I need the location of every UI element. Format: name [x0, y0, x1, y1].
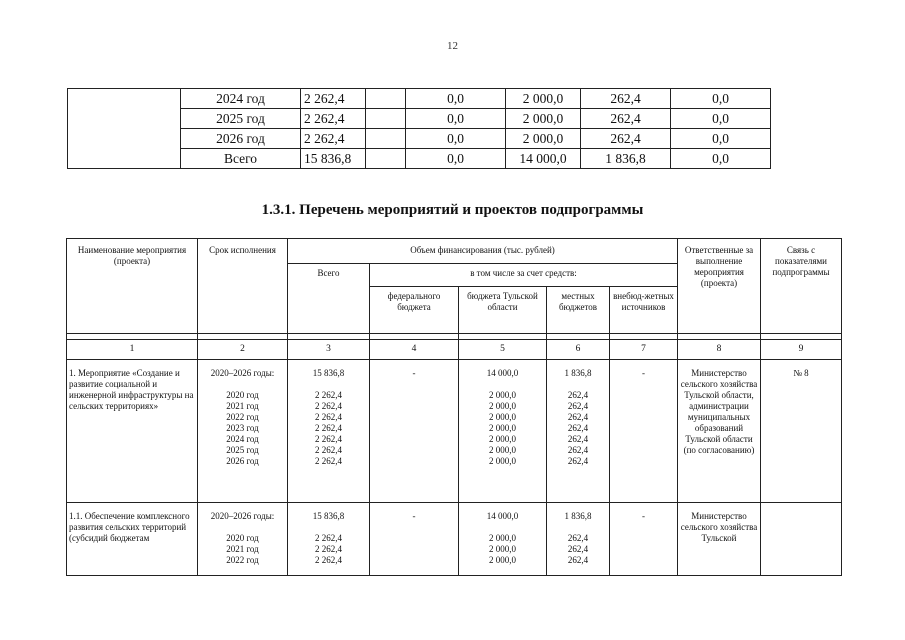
amount: 2 262,4 — [315, 555, 342, 565]
local-cell: 262,4 — [581, 129, 671, 149]
amount: 2 000,0 — [489, 544, 516, 554]
column-numbers-row — [67, 340, 842, 360]
regional-cell: 2 000,0 — [506, 109, 581, 129]
year-label: 2024 год — [181, 89, 301, 109]
total-amounts — [288, 360, 370, 503]
table-row — [67, 503, 842, 576]
activity-period — [198, 360, 288, 503]
amount: 2 262,4 — [315, 445, 342, 455]
local-cell: 1 836,8 — [581, 149, 671, 169]
amount: 262,4 — [567, 533, 589, 543]
header-funding: Объем финансирования (тыс. рублей) — [288, 239, 678, 264]
federal-cell: 0,0 — [406, 149, 506, 169]
section-title: 1.3.1. Перечень мероприятий и проектов подпрограммы — [261, 202, 644, 218]
federal-amount: - — [370, 503, 459, 576]
total-head: 15 836,8 — [312, 511, 345, 521]
offbudget-amount: - — [610, 503, 678, 576]
col-number: 8 — [678, 340, 761, 360]
indicator-link: № 8 — [761, 360, 842, 503]
header-total: Всего — [288, 264, 370, 334]
empty-cell — [68, 89, 181, 169]
local-head: 1 836,8 — [564, 368, 592, 378]
regional-amounts — [459, 503, 547, 576]
amount: 2 262,4 — [315, 533, 342, 543]
table-row — [67, 360, 842, 503]
amount: 2 000,0 — [489, 390, 516, 400]
spacer — [549, 379, 607, 390]
spacer — [290, 379, 367, 390]
col-number: 4 — [370, 340, 459, 360]
local-amounts — [547, 503, 610, 576]
header-offbudget: внебюд-жетных источников — [610, 287, 678, 334]
summary-body — [68, 89, 771, 169]
amount: 2 000,0 — [489, 555, 516, 565]
activity-name: 1. Мероприятие «Создание и развитие социальной и инженерной инфраструктуры на сельских территориях» — [67, 360, 198, 503]
header-link: Связь с показателями подпрограммы — [761, 239, 842, 334]
regional-head: 14 000,0 — [486, 368, 519, 378]
year-label: 2025 год — [226, 445, 259, 455]
amount: 2 000,0 — [489, 412, 516, 422]
year-label: 2020 год — [226, 390, 259, 400]
regional-cell: 2 000,0 — [506, 89, 581, 109]
amount: 2 262,4 — [315, 390, 342, 400]
year-label: 2021 год — [226, 544, 259, 554]
col-number: 1 — [67, 340, 198, 360]
amount: 262,4 — [567, 434, 589, 444]
amount: 2 000,0 — [489, 434, 516, 444]
header-responsible: Ответственные за выполнение мероприятия (проекта) — [678, 239, 761, 334]
header-term: Срок исполнения — [198, 239, 288, 334]
responsible: Министерство сельского хозяйства Тульской — [678, 503, 761, 576]
col-number: 5 — [459, 340, 547, 360]
regional-amounts — [459, 360, 547, 503]
activities-table — [66, 238, 842, 576]
funding-summary-table — [67, 88, 771, 169]
amount: 262,4 — [567, 412, 589, 422]
amount: 2 262,4 — [315, 423, 342, 433]
period-label: 2020–2026 годы: — [210, 511, 275, 521]
total-cell: 2 262,4 — [301, 129, 366, 149]
amount: 262,4 — [567, 423, 589, 433]
activities-body — [67, 239, 842, 576]
year-label: 2026 год — [226, 456, 259, 466]
amount: 2 262,4 — [315, 456, 342, 466]
header-regional: бюджета Тульской области — [459, 287, 547, 334]
amount: 262,4 — [567, 401, 589, 411]
local-cell: 262,4 — [581, 109, 671, 129]
regional-cell: 14 000,0 — [506, 149, 581, 169]
amount: 2 262,4 — [315, 412, 342, 422]
local-head: 1 836,8 — [564, 511, 592, 521]
amount: 262,4 — [567, 445, 589, 455]
header-name: Наименование мероприятия (проекта) — [67, 239, 198, 334]
spacer — [461, 379, 544, 390]
year-label: Всего — [181, 149, 301, 169]
amount: 2 000,0 — [489, 533, 516, 543]
year-label: 2020 год — [226, 533, 259, 543]
amount: 2 000,0 — [489, 456, 516, 466]
empty-cell — [366, 89, 406, 109]
activity-name: 1.1. Обеспечение комплексного развития сельских территорий (субсидий бюджетам — [67, 503, 198, 576]
header-federal: федерального бюджета — [370, 287, 459, 334]
period-label: 2020–2026 годы: — [210, 368, 275, 378]
col-number: 6 — [547, 340, 610, 360]
offbudget-cell: 0,0 — [671, 129, 771, 149]
amount: 2 000,0 — [489, 423, 516, 433]
federal-amount: - — [370, 360, 459, 503]
spacer — [549, 522, 607, 533]
offbudget-cell: 0,0 — [671, 109, 771, 129]
local-cell: 262,4 — [581, 89, 671, 109]
amount: 262,4 — [567, 555, 589, 565]
amount: 2 000,0 — [489, 401, 516, 411]
col-number: 9 — [761, 340, 842, 360]
header-including: в том числе за счет средств: — [370, 264, 678, 287]
spacer — [200, 522, 285, 533]
regional-cell: 2 000,0 — [506, 129, 581, 149]
federal-cell: 0,0 — [406, 109, 506, 129]
empty-cell — [366, 129, 406, 149]
total-cell: 2 262,4 — [301, 109, 366, 129]
year-label: 2021 год — [226, 401, 259, 411]
indicator-link — [761, 503, 842, 576]
col-number: 2 — [198, 340, 288, 360]
header-local: местных бюджетов — [547, 287, 610, 334]
total-cell: 2 262,4 — [301, 89, 366, 109]
year-label: 2023 год — [226, 423, 259, 433]
amount: 262,4 — [567, 390, 589, 400]
header-row — [67, 239, 842, 264]
amount: 2 262,4 — [315, 401, 342, 411]
empty-cell — [366, 109, 406, 129]
offbudget-cell: 0,0 — [671, 89, 771, 109]
regional-head: 14 000,0 — [486, 511, 519, 521]
responsible: Министерство сельского хозяйства Тульской области, администрации муниципальных образований Тульской области (по согласованию) — [678, 360, 761, 503]
year-label: 2022 год — [226, 412, 259, 422]
year-label: 2024 год — [226, 434, 259, 444]
col-number: 7 — [610, 340, 678, 360]
federal-cell: 0,0 — [406, 129, 506, 149]
federal-cell: 0,0 — [406, 89, 506, 109]
year-label: 2025 год — [181, 109, 301, 129]
amount: 262,4 — [567, 544, 589, 554]
activity-period — [198, 503, 288, 576]
local-amounts — [547, 360, 610, 503]
amount: 2 262,4 — [315, 544, 342, 554]
year-label: 2022 год — [226, 555, 259, 565]
empty-cell — [366, 149, 406, 169]
year-label: 2026 год — [181, 129, 301, 149]
amount: 262,4 — [567, 456, 589, 466]
col-number: 3 — [288, 340, 370, 360]
spacer — [461, 522, 544, 533]
spacer — [290, 522, 367, 533]
table-row — [68, 89, 771, 109]
total-cell: 15 836,8 — [301, 149, 366, 169]
page-number: 12 — [447, 40, 458, 52]
amount: 2 000,0 — [489, 445, 516, 455]
total-head: 15 836,8 — [312, 368, 345, 378]
amount: 2 262,4 — [315, 434, 342, 444]
total-amounts — [288, 503, 370, 576]
spacer — [200, 379, 285, 390]
offbudget-cell: 0,0 — [671, 149, 771, 169]
offbudget-amount: - — [610, 360, 678, 503]
